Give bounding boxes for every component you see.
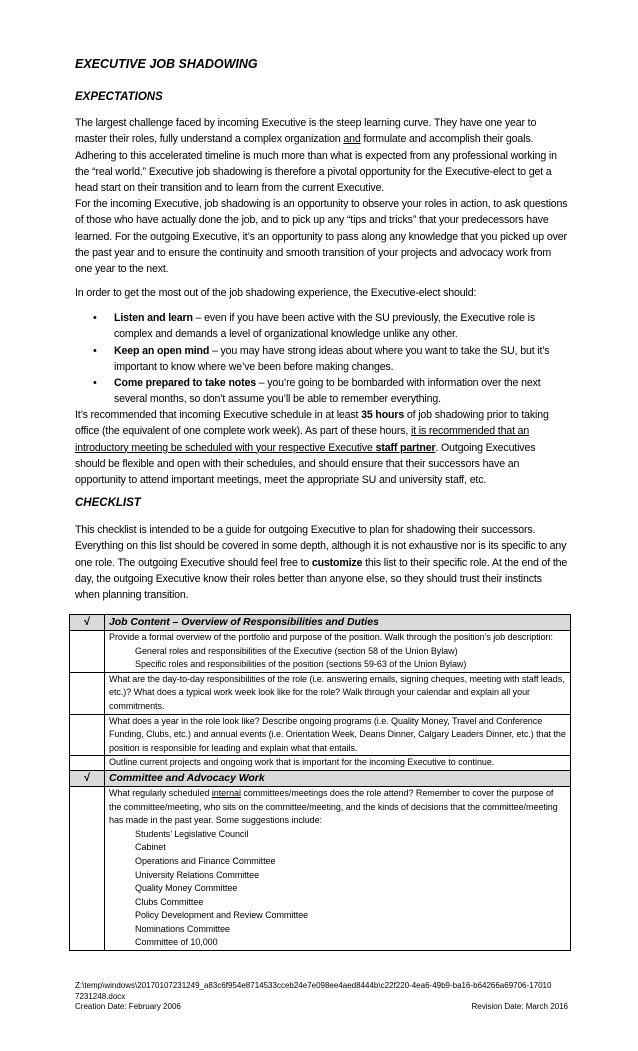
bullet-item bbox=[75, 343, 568, 376]
row-internal: internal bbox=[211, 787, 241, 798]
committee-label: Committee of 10,000 bbox=[135, 937, 218, 948]
check-mark-icon: √ bbox=[70, 770, 105, 786]
table-row bbox=[70, 786, 571, 950]
expectations-paragraph-2: For the incoming Executive, job shadowing is an opportunity to observe your roles in action, to ask questions of those who have actually done the job, and to pick up any “tips and tricks” that your predecessors have learned. For the outgoing Executive, it’s an opportunity to pass along any knowledge that you picked up over the past year and to ensure the continuity and smooth transition of your projects and advocacy work from one year to the next. bbox=[75, 198, 568, 276]
row-text bbox=[105, 631, 571, 673]
checklist-intro bbox=[75, 522, 568, 603]
revision-date: Revision Date: March 2016 bbox=[471, 1002, 568, 1011]
row-text: What does a year in the role look like? Describe ongoing programs (i.e. Quality Money, Travel and Conference Funding, Clubs, etc.) and annual events (i.e. Orientation Week, Deans Dinner, Calgary Leaders Dinner, etc.) that the position is responsible for leading and explain what that entails. bbox=[105, 714, 571, 756]
bullet-text: – even if you have been active with the SU previously, the Executive role is complex and demands a level of organizational knowledge unlike any other. bbox=[114, 312, 535, 341]
p4-text-a: It’s recommended that incoming Executive schedule in at least bbox=[75, 409, 362, 421]
bullet-text: – you’re going to be bombarded with information over the next several months, so don’t assume you’ll be able to remember everything. bbox=[114, 377, 541, 406]
intro-text-b: this list to their specific role. At the end of the day, the outgoing Executive know their roles better than anyone else, so they should trust their instincts when planning transition. bbox=[75, 556, 568, 602]
committee-label: Clubs Committee bbox=[135, 896, 204, 907]
table-row bbox=[70, 756, 571, 771]
document-title: EXECUTIVE JOB SHADOWING bbox=[75, 57, 258, 71]
committee-label: University Relations Committee bbox=[135, 869, 260, 880]
row-description: Provide a formal overview of the portfolio and purpose of the position. Walk through the position’s job description: bbox=[109, 632, 553, 642]
bullet-item bbox=[75, 375, 568, 408]
sub-item-label: Specific roles and responsibilities of the position (sections 59-63 of the Union Bylaw) bbox=[135, 659, 467, 670]
checklist-heading: CHECKLIST bbox=[75, 497, 141, 509]
committee-label: Nominations Committee bbox=[135, 923, 230, 934]
committee-label: Cabinet bbox=[135, 842, 166, 853]
bullet-bold: Listen and learn bbox=[114, 312, 193, 324]
committee-label: Operations and Finance Committee bbox=[135, 855, 276, 866]
committee-item bbox=[109, 936, 566, 950]
section-title: Committee and Advocacy Work bbox=[105, 770, 571, 786]
expectations-paragraph-1 bbox=[75, 115, 568, 196]
bullet-text: – you may have strong ideas about where you want to take the SU, but it’s important to know where we’ve been before making changes. bbox=[114, 344, 550, 373]
committee-label: Policy Development and Review Committee bbox=[135, 910, 309, 921]
check-cell[interactable] bbox=[70, 786, 105, 950]
expectations-paragraph-4 bbox=[75, 407, 568, 488]
section-header-row bbox=[70, 770, 571, 786]
row-text-a: What regularly scheduled bbox=[109, 787, 212, 798]
expectations-bullet-list bbox=[75, 310, 568, 408]
section-title: Job Content – Overview of Responsibilities and Duties bbox=[105, 615, 571, 631]
p4-text-b: of job shadowing prior to taking office (the equivalent of one complete work week). As part of these hours, bbox=[75, 409, 549, 438]
committee-item bbox=[109, 855, 566, 869]
checklist-table bbox=[69, 614, 571, 951]
committee-label: Quality Money Committee bbox=[135, 883, 238, 894]
table-row bbox=[70, 631, 571, 673]
p1-text: The largest challenge faced by incoming Executive is the steep learning curve. They have one year to master their roles, fully understand a complex organization and formulate and accomplish their goals. Adhering to this accelerated timeline is much more than what is expected from any professional working in the “real world.” Executive job shadowing is therefore a pivotal opportunity for the Executive-elect to get a head start on their transition and to learn from the current Executive. bbox=[75, 117, 557, 195]
committee-label: Students’ Legislative Council bbox=[135, 828, 249, 839]
p4-staff-partner: staff partner bbox=[375, 441, 436, 454]
creation-date: Creation Date: February 2006 bbox=[75, 1002, 181, 1011]
committee-item bbox=[109, 869, 566, 883]
check-cell[interactable] bbox=[70, 756, 105, 771]
section-header-row bbox=[70, 615, 571, 631]
p4-text-c: . Outgoing Executives should be flexible and open with their schedules, and should ensure that their successors have an opportunity to attend important meetings, meet the appropriate SU and university staff, etc. bbox=[75, 441, 536, 487]
row-text: Outline current projects and ongoing work that is important for the incoming Executive to continue. bbox=[105, 756, 571, 771]
table-row bbox=[70, 672, 571, 714]
p4-underlined-1: it is recommended that an introductory meeting be scheduled with your respective Executive bbox=[75, 425, 530, 454]
sub-item bbox=[109, 645, 566, 659]
table-row bbox=[70, 714, 571, 756]
row-text: What are the day-to-day responsibilities of the role (i.e. answering emails, signing cheques, meeting with staff leads, etc.)? What does a typical work week look like for the role? Walk through your calendar and explain all your commitments. bbox=[105, 672, 571, 714]
expectations-heading: EXPECTATIONS bbox=[75, 91, 163, 103]
bullet-icon: • bbox=[93, 377, 97, 390]
bullet-bold: Come prepared to take notes bbox=[114, 377, 256, 390]
underlined-word: and bbox=[343, 133, 361, 146]
bullet-item bbox=[75, 310, 568, 343]
intro-text-a: This checklist is intended to be a guide for outgoing Executive to plan for shadowing their successors. Everything on this list should be covered in some depth, although it is not exhaustive nor is its specific to any one role. The outgoing Executive should feel free to bbox=[75, 524, 567, 569]
bullet-bold: Keep an open mind bbox=[114, 344, 210, 357]
committee-item bbox=[109, 896, 566, 910]
committee-item bbox=[109, 909, 566, 923]
intro-customize: customize bbox=[311, 556, 363, 569]
p4-hours: 35 hours bbox=[361, 409, 405, 421]
check-cell[interactable] bbox=[70, 631, 105, 673]
row-text bbox=[105, 786, 571, 950]
sub-item-label: General roles and responsibilities of the Executive (section 58 of the Union Bylaw) bbox=[135, 645, 458, 656]
committee-item bbox=[109, 841, 566, 855]
bullet-icon: • bbox=[93, 344, 97, 357]
check-cell[interactable] bbox=[70, 672, 105, 714]
committee-item bbox=[109, 882, 566, 896]
sub-item bbox=[109, 658, 566, 672]
committee-item bbox=[109, 828, 566, 842]
expectations-paragraph-3: In order to get the most out of the job shadowing experience, the Executive-elect should: bbox=[75, 287, 477, 299]
document-footer bbox=[75, 981, 568, 1013]
check-mark-icon: √ bbox=[70, 615, 105, 631]
row-text-b: committees/meetings does the role attend? Remember to cover the purpose of the committee/meeting, who sits on the committee/meeting, and the kinds of decisions that the committee/meeting has made in the past year. Some suggestions include: bbox=[109, 787, 558, 826]
file-path: Z:\temp\windows\20170107231249_a83c6f954e8714533cceb24e7e098ee4aed8444b\c22f220-4ea6-49b9-ba16-b64266a69706-170107231248.docx bbox=[75, 981, 552, 1001]
bullet-icon: • bbox=[93, 312, 97, 324]
committee-item bbox=[109, 923, 566, 937]
check-cell[interactable] bbox=[70, 714, 105, 756]
